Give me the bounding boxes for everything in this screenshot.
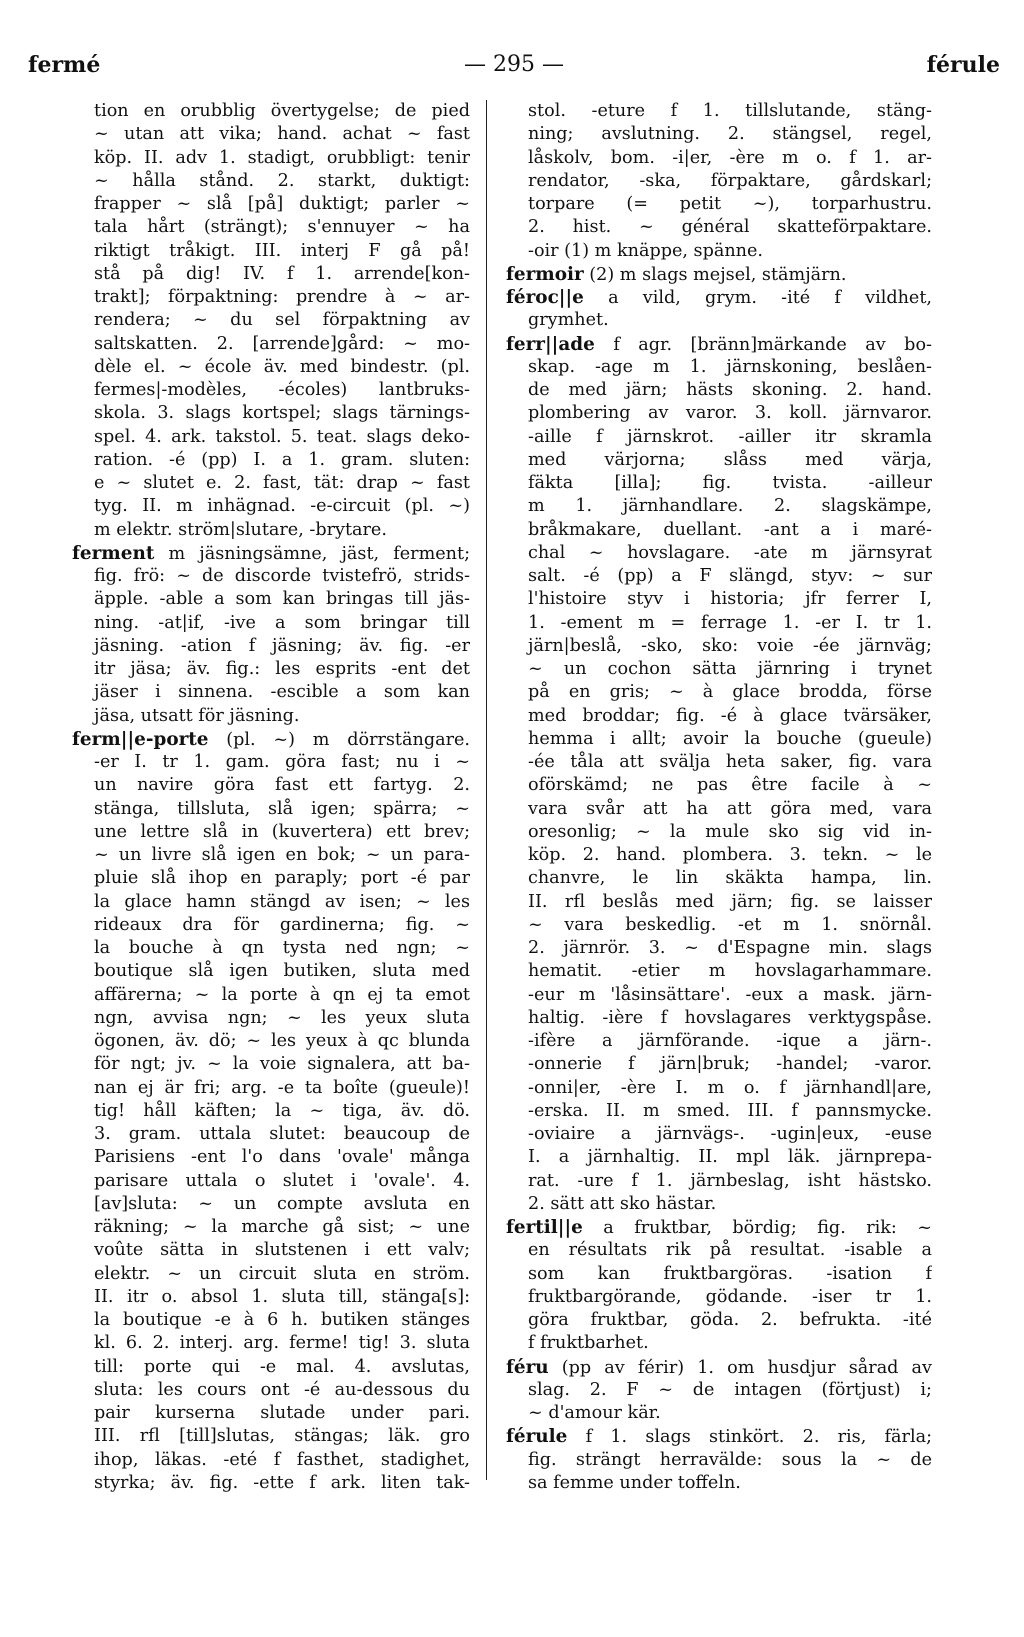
entry-line: rendera; ~ du sel förpaktning av: [94, 310, 470, 331]
entry-headword-line: [506, 263, 932, 286]
left-guide-word: fermé: [28, 52, 101, 78]
entry-line: 3. gram. uttala slutet: beaucoup de: [94, 1124, 470, 1144]
entry-line: 2. hist. ~ général skatteförpaktare.: [528, 217, 932, 238]
entry-line: rat. -ure f 1. järnbeslag, isht hästsko.: [528, 1170, 932, 1191]
entry-line: ~ un livre slå igen en bok; ~ un para-: [94, 845, 470, 865]
definition-text: m jäsningsämne, jäst, ferment;: [154, 543, 470, 564]
definition-text: f agr. [bränn]märkande av bo-: [594, 334, 932, 355]
entry-line: parisare uttala o slutet i 'ovale'. 4.: [94, 1170, 470, 1191]
entry-line: tala hårt (strängt); s'ennuyer ~ ha: [94, 217, 470, 238]
entry-line: salt. -é (pp) a F slängd, styv: ~ sur: [528, 566, 932, 586]
entry-line: köp. II. adv 1. stadigt, orubbligt: tenir: [94, 147, 470, 168]
entry-line: vara svår att ha att göra med, vara: [528, 798, 932, 819]
entry-line: e ~ slutet e. 2. fast, tät: drap ~ fast: [94, 473, 470, 493]
entry-line: pair kurserna slutade under pari.: [94, 1403, 470, 1423]
entry-line: affärerna; ~ la porte à qn ej ta emot: [94, 984, 470, 1005]
entry-line: -onnerie f järn|bruk; -handel; -varor.: [528, 1054, 932, 1075]
page-number: — 295 —: [464, 52, 564, 77]
entry-line: rideaux dra för gardinerna; fig. ~: [94, 914, 470, 935]
entry-line: stänga, tillsluta, slå igen; spärra; ~: [94, 798, 470, 819]
entry-line: ögonen, äv. dö; ~ les yeux à qc blunda: [94, 1031, 470, 1051]
entry-line: -erska. II. m smed. III. f pannsmycke.: [528, 1100, 932, 1121]
entry-line: jäsning. -ation f jäsning; äv. fig. -er: [94, 635, 470, 656]
entry-line: grymhet.: [528, 310, 609, 331]
entry-line: un navire göra fast ett fartyg. 2.: [94, 775, 470, 796]
definition-text: (pl. ~) m dörrstängare.: [208, 729, 470, 750]
entry-line: med broddar; fig. -é à glace tvärsäker,: [528, 705, 932, 726]
entry-headword-line: [506, 333, 932, 356]
entry-line: skola. 3. slags kortspel; slags tärnings-: [94, 403, 470, 424]
entry-line: kl. 6. 2. interj. arg. ferme! tig! 3. sluta: [94, 1333, 470, 1354]
entry-line: itr jäsa; äv. fig.: les esprits -ent det: [94, 659, 470, 679]
entry-line: haltig. -ière f hovslagares verktygspåse.: [528, 1007, 932, 1028]
entry-line: räkning; ~ la marche gå sist; ~ une: [94, 1217, 470, 1237]
entry-line: une lettre slå in (kuvertera) ett brev;: [94, 821, 470, 842]
entry-line: slag. 2. F ~ de intagen (förtjust) i;: [528, 1379, 932, 1400]
entry-line: -ée tåla att svälja heta saker, fig. vara: [528, 752, 932, 772]
entry-line: köp. 2. hand. plombera. 3. tekn. ~ le: [528, 845, 932, 865]
entry-line: II. rfl beslås med järn; fig. se laisser: [528, 891, 932, 912]
entry-line: ~ d'amour kär.: [528, 1403, 661, 1423]
entry-headword-line: [506, 1356, 932, 1379]
entry-line: en résultats rik på resultat. -isable a: [528, 1240, 932, 1261]
entry-line: I. a järnhaltig. II. mpl läk. järnprepa-: [528, 1147, 932, 1168]
entry-line: III. rfl [till]slutas, stängas; läk. gro: [94, 1426, 470, 1447]
entry-line: nan ej är fri; arg. -e ta boîte (gueule)!: [94, 1077, 470, 1098]
definition-text: a fruktbar, bördig; fig. rik: ~: [582, 1218, 932, 1238]
entry-line: tyg. II. m inhägnad. -e-circuit (pl. ~): [94, 496, 470, 517]
entry-line: 2. järnrör. 3. ~ d'Espagne min. slags: [528, 938, 932, 958]
entry-line: tig! håll käften; la ~ tiga, äv. dö.: [94, 1100, 470, 1121]
entry-line: [av]sluta: ~ un compte avsluta en: [94, 1193, 470, 1214]
entry-line: fruktbargörande, gödande. -iser tr 1.: [528, 1286, 932, 1307]
entry-line: fig. frö: ~ de discorde tvistefrö, strids-: [94, 566, 470, 586]
column-divider: [486, 100, 487, 1480]
entry-line: ning. -at|if, -ive a som bringar till: [94, 612, 470, 633]
headword: fermoir: [506, 263, 584, 285]
entry-line: l'histoire styv i historia; jfr ferrer I,: [528, 589, 932, 610]
entry-line: fig. strängt herravälde: sous la ~ de: [528, 1449, 932, 1470]
entry-line: riktigt tråkigt. III. interj F gå på!: [94, 240, 470, 261]
entry-line: -oir (1) m knäppe, spänne.: [528, 240, 764, 261]
entry-line: bråkmakare, duellant. -ant a i maré-: [528, 519, 932, 540]
entry-line: -ifère a järnförande. -ique a järn-.: [528, 1031, 932, 1051]
entry-line: låskolv, bom. -i|er, -ère m o. f 1. ar-: [528, 147, 932, 168]
entry-line: f fruktbarhet.: [528, 1333, 649, 1354]
entry-line: ~ un cochon sätta järnring i trynet: [528, 659, 932, 679]
entry-line: hematit. -etier m hovslagarhammare.: [528, 961, 932, 982]
entry-line: styrka; äv. fig. -ette f ark. liten tak-: [94, 1472, 470, 1493]
entry-line: torpare (= petit ~), torparhustru.: [528, 194, 932, 214]
entry-line: till: porte qui -e mal. 4. avslutas,: [94, 1356, 470, 1377]
entry-line: skap. -age m 1. järnskoning, beslåen-: [528, 356, 932, 377]
entry-line: 2. sätt att sko hästar.: [528, 1193, 717, 1214]
entry-line: dèle el. ~ école äv. med bindestr. (pl.: [94, 356, 470, 377]
entry-line: la boutique -e à 6 h. butiken stänges: [94, 1310, 470, 1330]
entry-line: m elektr. ström|slutare, -brytare.: [94, 519, 387, 540]
headword: féroc||e: [506, 287, 584, 308]
entry-line: jäser i sinnena. -escible a som kan: [94, 682, 470, 703]
entry-line: rendator, -ska, förpaktare, gårdskarl;: [528, 170, 932, 191]
entry-line: 1. -ement m = ferrage 1. -er I. tr 1.: [528, 612, 932, 633]
entry-line: voûte sätta in slutstenen i ett valv;: [94, 1240, 470, 1261]
headword: férule: [506, 1426, 568, 1448]
left-column: [72, 100, 470, 1495]
entry-line: oförskämd; ne pas être facile à ~: [528, 775, 932, 796]
entry-line: Parisiens -ent l'o dans 'ovale' många: [94, 1147, 470, 1168]
entry-line: ~ vara beskedlig. -et m 1. snörnål.: [528, 914, 932, 935]
entry-line: ihop, läkas. -eté f fasthet, stadighet,: [94, 1449, 470, 1470]
entry-line: ~ hålla stånd. 2. starkt, duktigt:: [94, 170, 470, 191]
definition-text: (pp av férir) 1. om husdjur sårad av: [548, 1357, 932, 1378]
headword: féru: [506, 1356, 549, 1378]
entry-line: jäsa, utsatt för jäsning.: [94, 705, 300, 726]
definition-text: a vild, grym. -ité f vildhet,: [583, 288, 932, 308]
entry-headword-line: [506, 1216, 932, 1239]
entry-line: boutique slå igen butiken, sluta med: [94, 961, 470, 982]
right-guide-word: férule: [926, 52, 1000, 78]
entry-line: elektr. ~ un circuit sluta en ström.: [94, 1263, 470, 1284]
entry-line: tion en orubblig övertygelse; de pied: [94, 101, 470, 121]
entry-line: II. itr o. absol 1. sluta till, stänga[s]:: [94, 1286, 470, 1307]
entry-line: stol. -eture f 1. tillslutande, stäng-: [528, 101, 932, 121]
entry-line: de med järn; hästs skoning. 2. hand.: [528, 380, 932, 400]
entry-line: m 1. järnhandlare. 2. slagskämpe,: [528, 496, 932, 517]
entry-line: plombering av varor. 3. koll. järnvaror.: [528, 403, 932, 424]
entry-line: sluta: les cours ont -é au-dessous du: [94, 1379, 470, 1400]
entry-line: fäkta [illa]; fig. tvista. -ailleur: [528, 473, 932, 493]
entry-headword-line: [506, 286, 932, 309]
headword: fertil||e: [506, 1217, 583, 1238]
entry-line: fermes|-modèles, -écoles) lantbruks-: [94, 380, 470, 400]
headword: ferr||ade: [506, 333, 595, 355]
entry-line: järn|beslå, -sko, sko: voie -ée järnväg;: [528, 635, 932, 656]
entry-line: oresonlig; ~ la mule sko sig vid in-: [528, 821, 932, 842]
entry-line: la bouche à qn tysta ned ngn; ~: [94, 938, 470, 958]
headword: ferm||e-porte: [72, 728, 209, 750]
entry-line: -eur m 'låsinsättare'. -eux a mask. järn-: [528, 984, 932, 1005]
entry-line: för ngt; jv. ~ la voie signalera, att ba-: [94, 1054, 470, 1075]
right-column: [506, 100, 932, 1495]
entry-line: med värjorna; slåss med värja,: [528, 449, 932, 470]
entry-line: ngn, avvisa ngn; ~ les yeux sluta: [94, 1007, 470, 1028]
entry-line: la glace hamn stängd av isen; ~ les: [94, 891, 470, 912]
entry-line: trakt]; förpaktning: prendre à ~ ar-: [94, 287, 470, 307]
entry-line: ration. -é (pp) I. a 1. gram. sluten:: [94, 449, 470, 470]
entry-line: saltskatten. 2. [arrende]gård: ~ mo-: [94, 333, 470, 354]
entry-line: -onni|er, -ère I. m o. f järnhandl|are,: [528, 1077, 932, 1098]
entry-line: -aille f järnskrot. -ailler itr skramla: [528, 426, 932, 447]
entry-line: frapper ~ slå [på] duktigt; parler ~: [94, 194, 470, 214]
entry-line: sa femme under toffeln.: [528, 1472, 741, 1493]
page-header: [28, 44, 1000, 84]
definition-text: f 1. slags stinkört. 2. ris, färla;: [567, 1427, 932, 1448]
entry-headword-line: [72, 728, 470, 751]
entry-line: stå på dig! IV. f 1. arrende[kon-: [94, 263, 470, 284]
entry-line: göra fruktbar, göda. 2. befrukta. -ité: [528, 1310, 932, 1330]
entry-line: ning; avslutning. 2. stängsel, regel,: [528, 124, 932, 145]
entry-line: hemma i allt; avoir la bouche (gueule): [528, 728, 932, 749]
entry-line: ~ utan att vika; hand. achat ~ fast: [94, 124, 470, 145]
entry-line: på en gris; ~ à glace brodda, förse: [528, 682, 932, 703]
definition-text: (2) m slags mejsel, stämjärn.: [583, 264, 847, 285]
headword: ferment: [72, 542, 155, 564]
entry-line: chanvre, le lin skäkta hampa, lin.: [528, 868, 932, 889]
entry-line: chal ~ hovslagare. -ate m järnsyrat: [528, 542, 932, 563]
entry-line: -er I. tr 1. gam. göra fast; nu i ~: [94, 752, 470, 772]
entry-headword-line: [72, 542, 470, 565]
entry-line: spel. 4. ark. takstol. 5. teat. slags deko-: [94, 426, 470, 447]
entry-line: som kan fruktbargöras. -isation f: [528, 1263, 932, 1284]
entry-line: -oviaire a järnvägs-. -ugin|eux, -euse: [528, 1124, 932, 1144]
entry-line: pluie slå ihop en paraply; port -é par: [94, 868, 470, 889]
entry-headword-line: [506, 1425, 932, 1448]
entry-line: äpple. -able a som kan bringas till jäs-: [94, 589, 470, 610]
